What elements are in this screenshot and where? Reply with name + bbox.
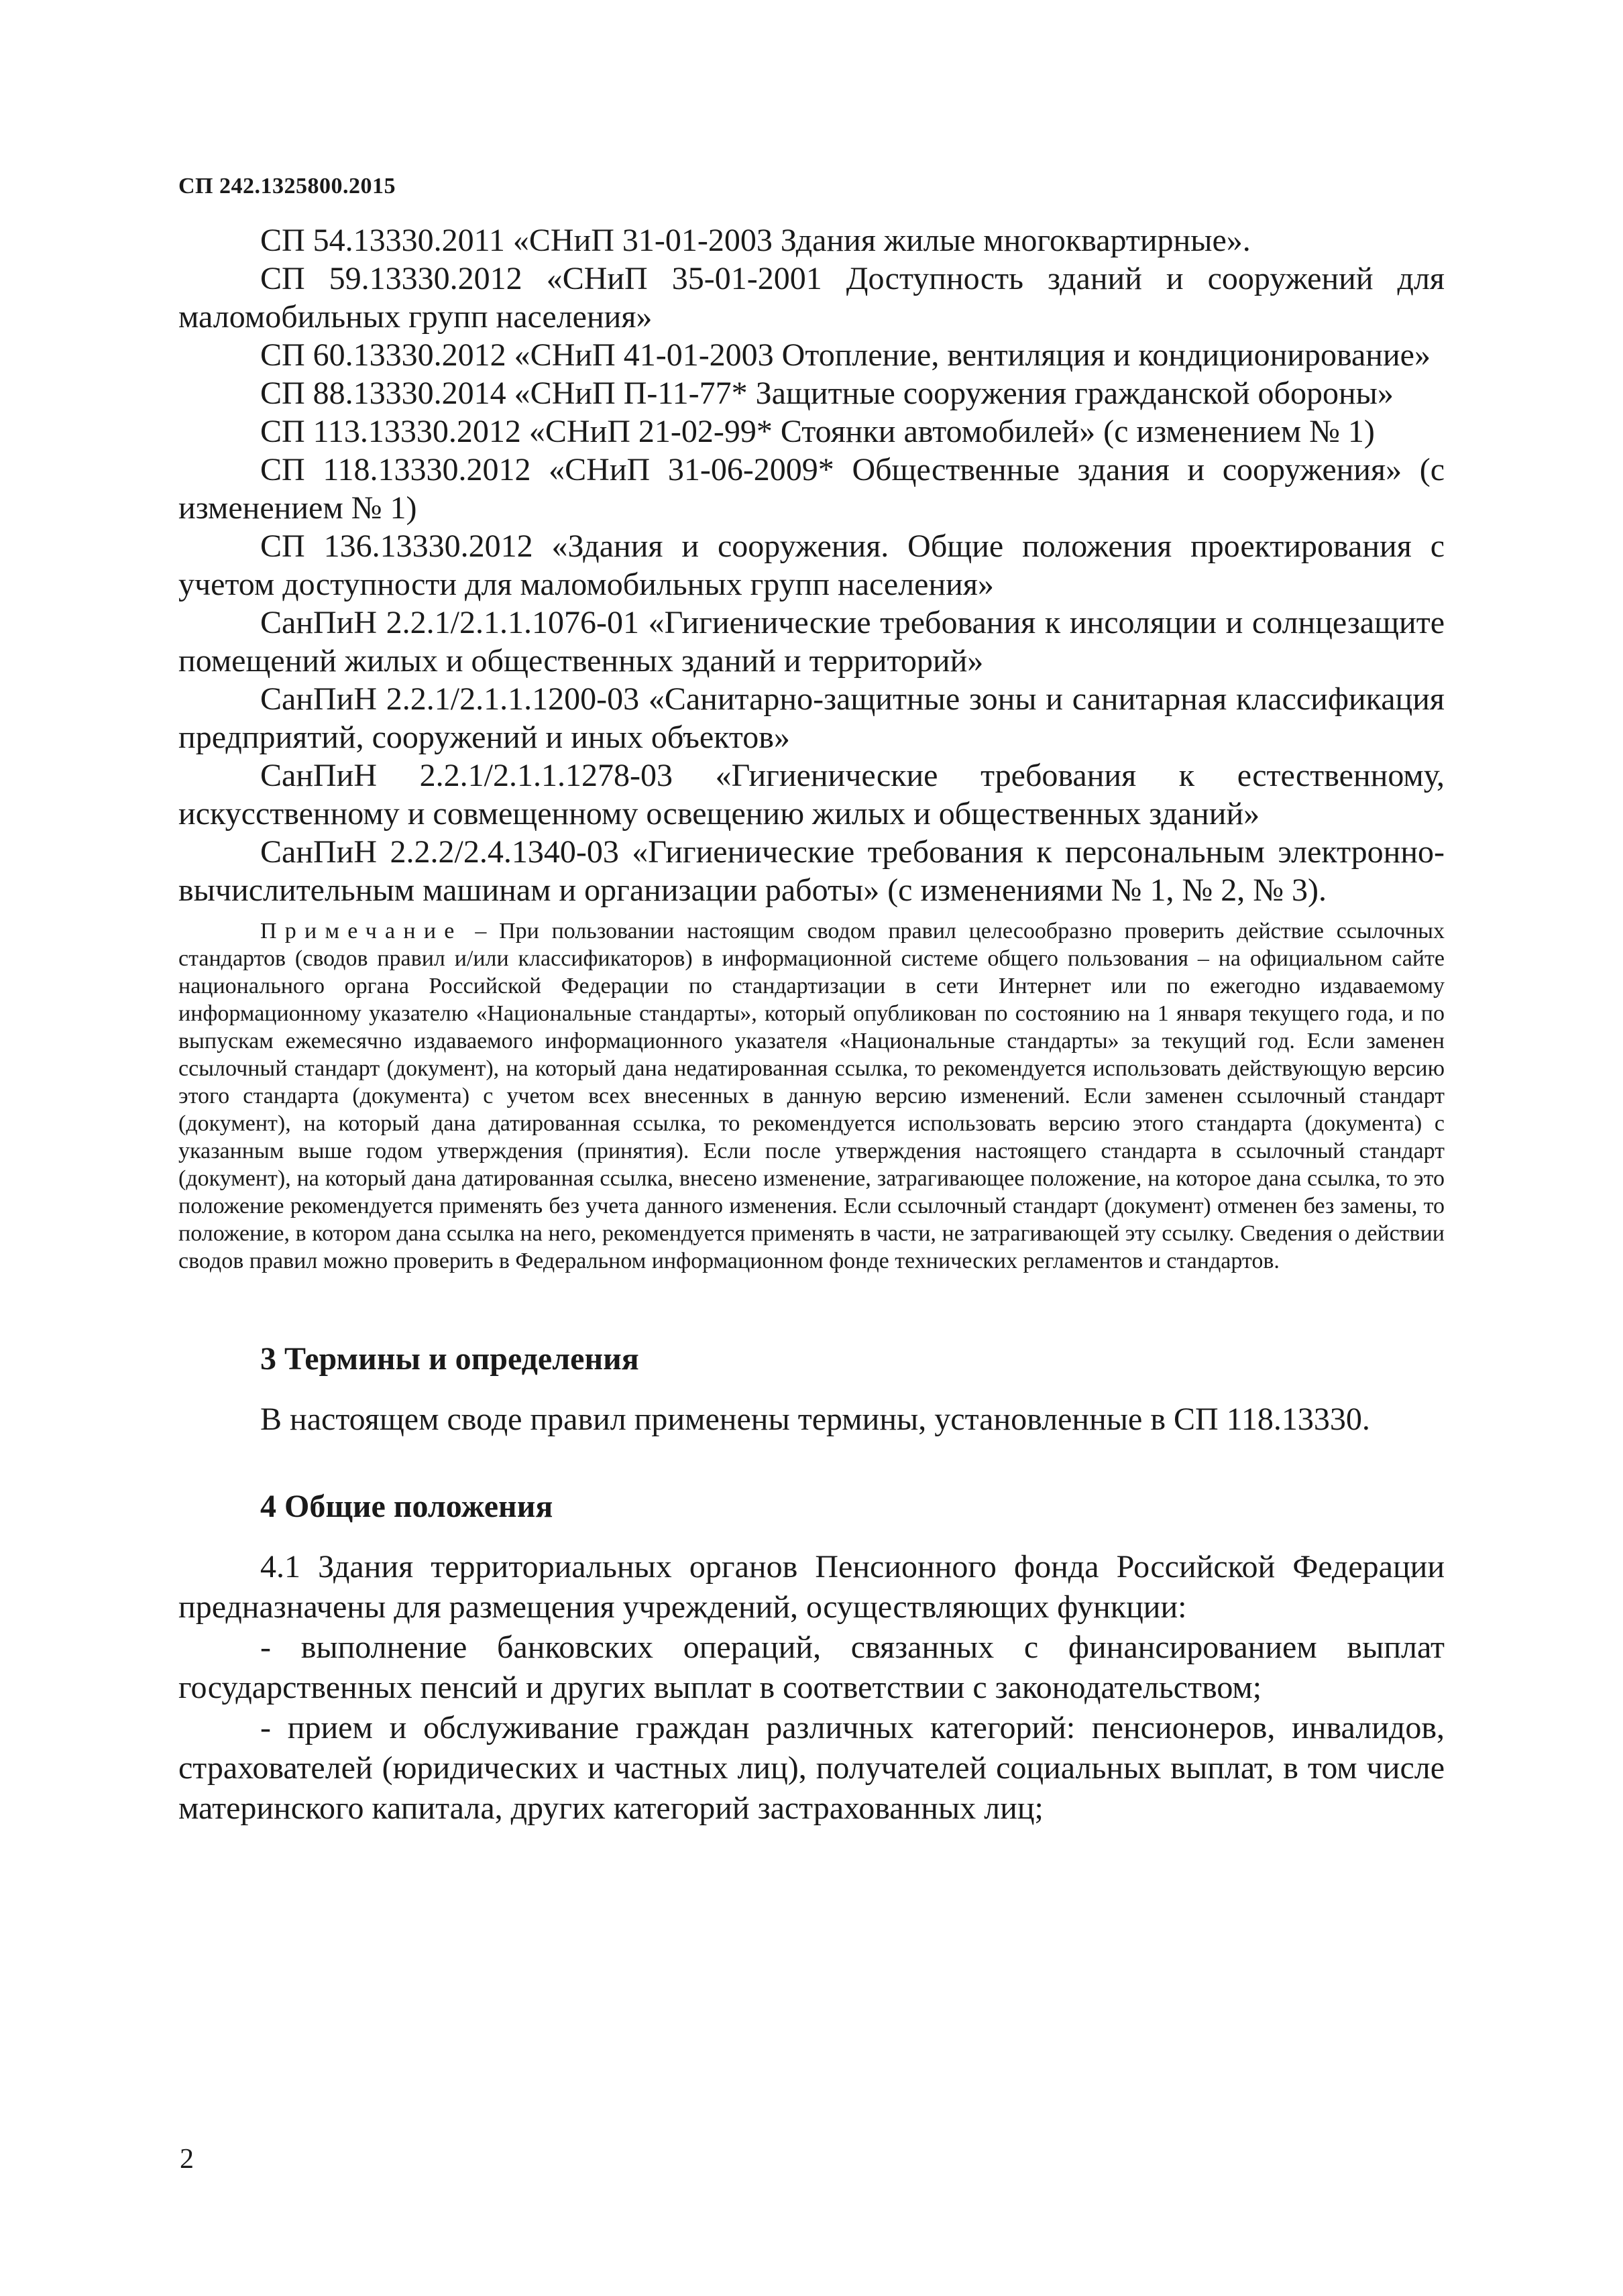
section-4-list-item: - прием и обслуживание граждан различных категорий: пенсионеров, инвалидов, страхователей (юридических и частных лиц), получателей социальных выплат, в том числе материнского капитала, других категорий застрахованных лиц;	[178, 1710, 1445, 1826]
page-number: 2	[180, 2144, 194, 2175]
section-3-heading: 3 Термины и определения	[260, 1341, 639, 1377]
reference-item: СП 118.13330.2012 «СНиП 31-06-2009* Общественные здания и сооружения» (с изменением № 1)	[178, 452, 1445, 526]
page-content	[178, 221, 1445, 1829]
section-4-list-item: - выполнение банковских операций, связанных с финансированием выплат государственных пенсий и других выплат в соответствии с законодательством;	[178, 1629, 1445, 1705]
normative-references-list	[178, 221, 1445, 909]
reference-item: СП 54.13330.2011 «СНиП 31-01-2003 Здания жилые многоквартирные».	[260, 223, 1251, 258]
note-text: – При пользовании настоящим сводом правил целесообразно проверить действие ссылочных стандартов (сводов правил и/или классификаторов) в информационной системе общего пользования – на официальном сайте национального органа Российской Федерации по стандартизации в сети Интернет или по ежегодно издаваемому информационному указателю «Национальные стандарты», который опубликован по состоянию на 1 января текущего года, и по выпускам ежемесячно издаваемого информационного указателя «Национальные стандарты» за текущий год. Если заменен ссылочный стандарт (документ), на который дана недатированная ссылка, то рекомендуется использовать действующую версию этого стандарта (документа) с учетом всех внесенных в данную версию изменений. Если заменен ссылочный стандарт (документ), на который дана датированная ссылка, то рекомендуется использовать версию этого стандарта (документа) с указанным выше годом утверждения (принятия). Если после утверждения настоящего стандарта в ссылочный стандарт (документ), на который дана датированная ссылка, внесено изменение, затрагивающее положение, на которое дана ссылка, то это положение рекомендуется применять без учета данного изменения. Если ссылочный стандарт (документ) отменен без замены, то положение, в котором дана ссылка на него, рекомендуется применять в части, не затрагивающей эту ссылку. Сведения о действии сводов правил можно проверить в Федеральном информационном фонде технических регламентов и стандартов.	[178, 919, 1445, 1273]
note-paragraph	[178, 917, 1445, 1275]
reference-item: СП 113.13330.2012 «СНиП 21-02-99* Стоянки автомобилей» (с изменением № 1)	[260, 414, 1375, 449]
reference-item: СП 59.13330.2012 «СНиП 35-01-2001 Доступность зданий и сооружений для маломобильных групп населения»	[178, 261, 1445, 335]
section-3-text: В настоящем своде правил применены термины, установленные в СП 118.13330.	[260, 1401, 1370, 1437]
reference-item: СП 136.13330.2012 «Здания и сооружения. Общие положения проектирования с учетом доступности для маломобильных групп населения»	[178, 528, 1445, 602]
reference-item: СП 88.13330.2014 «СНиП П-11-77* Защитные сооружения гражданской обороны»	[260, 376, 1394, 411]
reference-item: СП 60.13330.2012 «СНиП 41-01-2003 Отопление, вентиляция и кондиционирование»	[260, 337, 1431, 373]
note-label: Примечание	[260, 919, 463, 943]
reference-item: СанПиН 2.2.1/2.1.1.1076-01 «Гигиенические требования к инсоляции и солнцезащите помещений жилых и общественных зданий и территорий»	[178, 605, 1445, 679]
reference-item: СанПиН 2.2.1/2.1.1.1278-03 «Гигиенические требования к естественному, искусственному и совмещенному освещению жилых и общественных зданий»	[178, 758, 1445, 831]
section-4-paragraph: 4.1 Здания территориальных органов Пенсионного фонда Российской Федерации предназначены для размещения учреждений, осуществляющих функции:	[178, 1549, 1445, 1625]
section-4-heading: 4 Общие положения	[260, 1489, 553, 1524]
document-code-header: СП 242.1325800.2015	[178, 174, 396, 198]
reference-item: СанПиН 2.2.1/2.1.1.1200-03 «Санитарно-защитные зоны и санитарная классификация предприятий, сооружений и иных объектов»	[178, 681, 1445, 755]
reference-item: СанПиН 2.2.2/2.4.1340-03 «Гигиенические требования к персональным электронно-вычислительным машинам и организации работы» (с изменениями № 1, № 2, № 3).	[178, 834, 1445, 908]
